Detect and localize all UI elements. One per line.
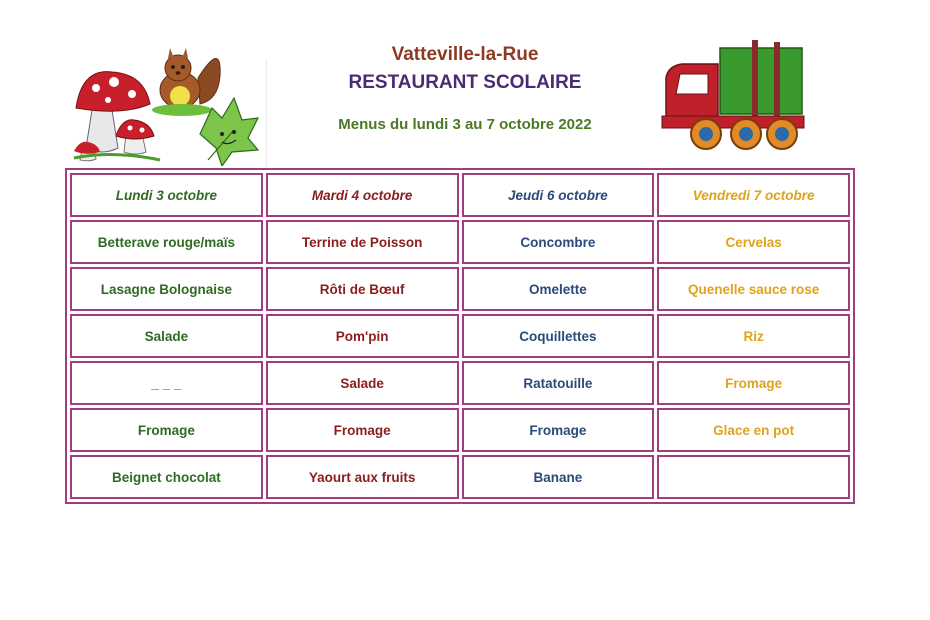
menu-cell: Glace en pot: [657, 408, 850, 452]
menu-cell: _ _ _: [70, 361, 263, 405]
page-header: [0, 0, 930, 170]
weekly-menu-table: [65, 168, 855, 504]
mushroom-icon: [74, 72, 160, 161]
table-row: [70, 455, 850, 499]
menu-cell: Beignet chocolat: [70, 455, 263, 499]
day-header-row: [70, 173, 850, 217]
menu-cell: Yaourt aux fruits: [266, 455, 459, 499]
menu-cell: Banane: [462, 455, 655, 499]
wheel-icons: [691, 119, 797, 149]
menu-cell: Fromage: [70, 408, 263, 452]
menu-cell: Quenelle sauce rose: [657, 267, 850, 311]
menu-cell: Ratatouille: [462, 361, 655, 405]
menu-cell: Fromage: [462, 408, 655, 452]
restaurant-title: RESTAURANT SCOLAIRE: [348, 72, 582, 93]
day-header-thursday: Jeudi 6 octobre: [462, 173, 655, 217]
menu-cell: Betterave rouge/maïs: [70, 220, 263, 264]
autumn-illustration: [72, 38, 262, 166]
menu-cell: Concombre: [462, 220, 655, 264]
menu-cell: Lasagne Bolognaise: [70, 267, 263, 311]
menu-cell: Salade: [266, 361, 459, 405]
menu-cell: Omelette: [462, 267, 655, 311]
menu-cell: Riz: [657, 314, 850, 358]
menu-cell: Coquillettes: [462, 314, 655, 358]
table-row: [70, 267, 850, 311]
menu-cell: Fromage: [657, 361, 850, 405]
day-header-friday: Vendredi 7 octobre: [657, 173, 850, 217]
menu-period: Menus du lundi 3 au 7 octobre 2022: [338, 116, 592, 133]
town-name: Vatteville-la-Rue: [391, 44, 539, 65]
truck-icon: [656, 38, 806, 156]
day-header-monday: Lundi 3 octobre: [70, 173, 263, 217]
menu-cell: Rôti de Bœuf: [266, 267, 459, 311]
header-divider: [266, 60, 267, 168]
table-row: [70, 408, 850, 452]
squirrel-icon: [152, 48, 220, 116]
day-header-tuesday: Mardi 4 octobre: [266, 173, 459, 217]
menu-cell: [657, 455, 850, 499]
table-row: [70, 220, 850, 264]
table-row: [70, 314, 850, 358]
menu-cell: Cervelas: [657, 220, 850, 264]
menu-cell: Pom'pin: [266, 314, 459, 358]
menu-cell: Terrine de Poisson: [266, 220, 459, 264]
menu-cell: Fromage: [266, 408, 459, 452]
menu-cell: Salade: [70, 314, 263, 358]
table-row: [70, 361, 850, 405]
